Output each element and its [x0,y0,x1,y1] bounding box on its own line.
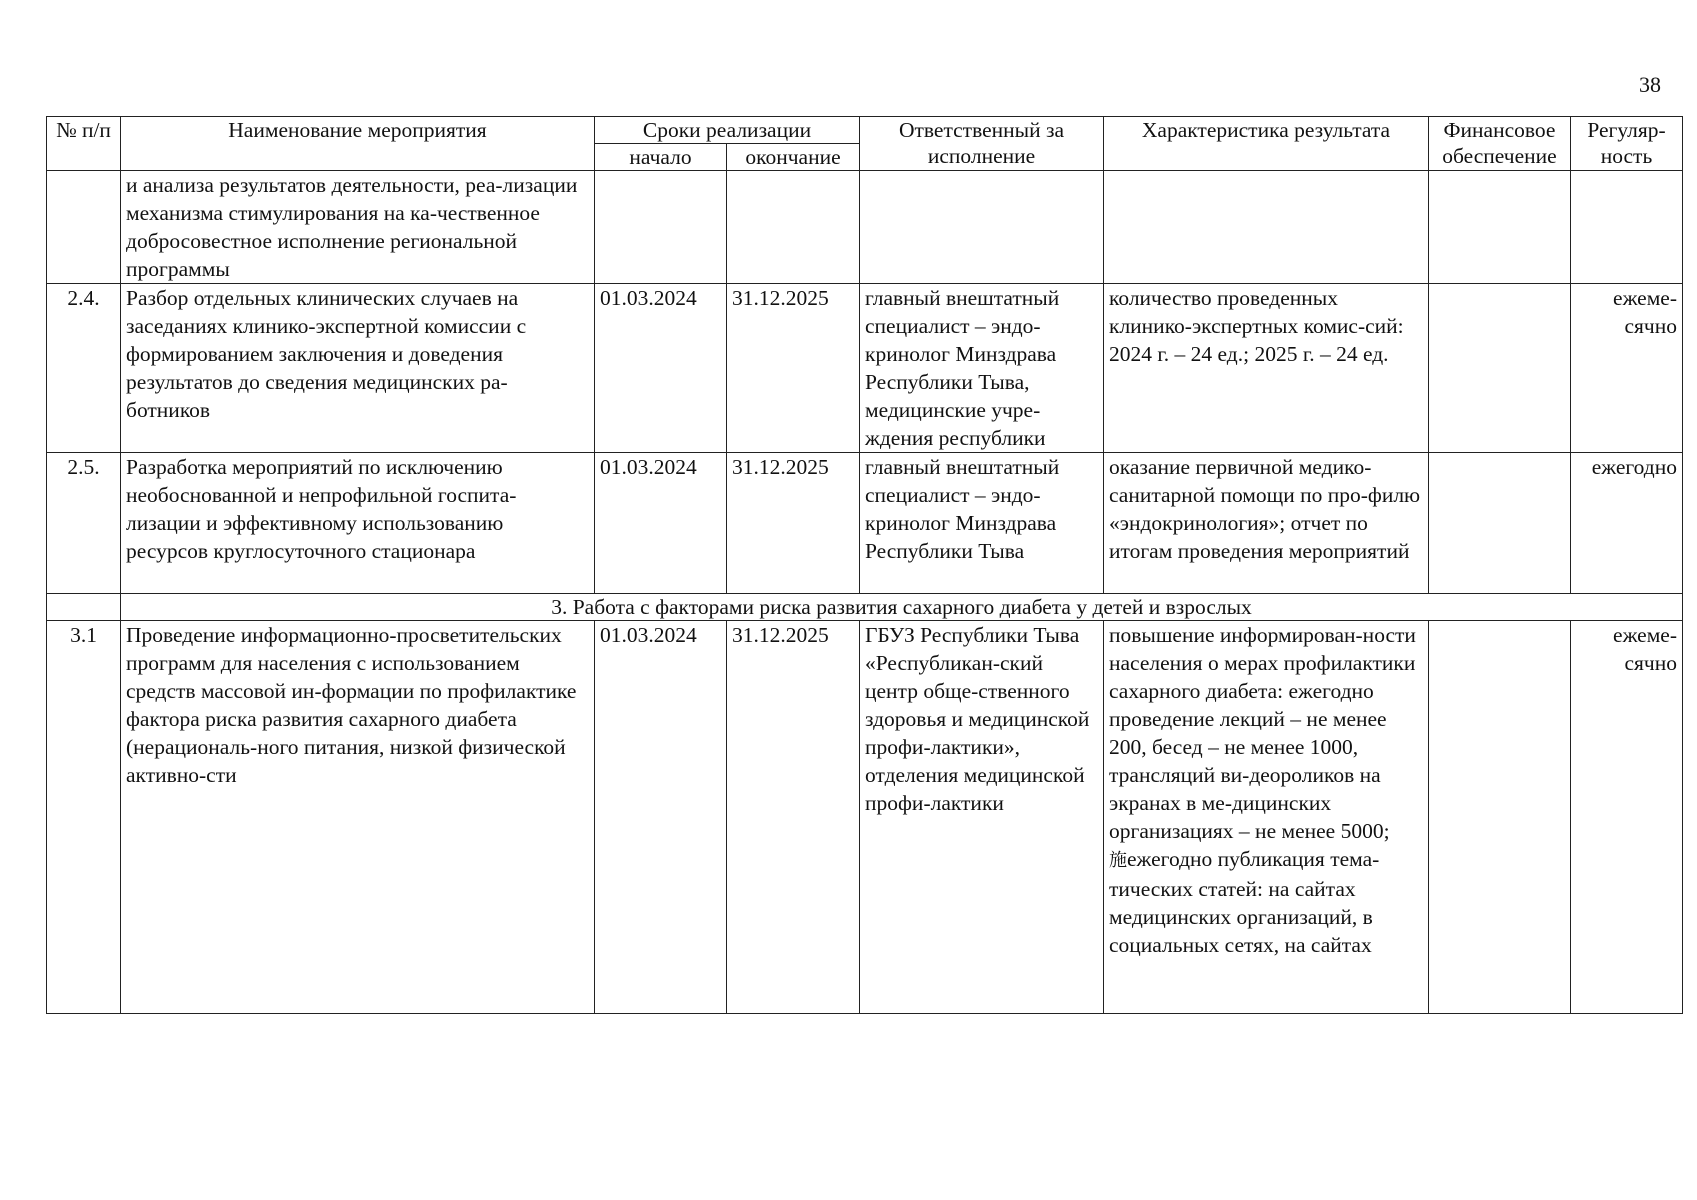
cell-end: 31.12.2025 [727,621,860,1014]
cell-num: 3.1 [47,621,121,1014]
cell-start [595,171,727,284]
cell-responsible: главный внештатный специалист – эндо-кринолог Минздрава Республики Тыва [860,453,1104,594]
cell-end: 31.12.2025 [727,453,860,594]
table-row [47,453,1683,594]
table-row [47,284,1683,453]
cell-start: 01.03.2024 [595,453,727,594]
section-title: 3. Работа с факторами риска развития сахарного диабета у детей и взрослых [121,594,1683,621]
cell-end [727,171,860,284]
cell-result: оказание первичной медико-санитарной помощи по про-филю «эндокринология»; отчет по итогам проведения мероприятий [1104,453,1429,594]
header-row [47,117,1683,144]
cell-responsible: главный внештатный специалист – эндо-кринолог Минздрава Республики Тыва, медицинские учре-ждения республики [860,284,1104,453]
header-result: Характеристика результата [1104,117,1429,171]
cell-start: 01.03.2024 [595,621,727,1014]
section-row [47,594,1683,621]
cell-finance [1429,621,1571,1014]
cell-regularity: ежеме-сячно [1571,284,1683,453]
cell-result [1104,621,1429,1014]
result-text-b: ежегодно публикация тема-тических статей: на сайтах медицинских организаций, в социальных сетях, на сайтах [1109,847,1380,957]
header-num: № п/п [47,117,121,171]
header-end: окончание [727,144,860,171]
cell-responsible: ГБУЗ Республики Тыва «Республикан-ский центр обще-ственного здоровья и медицинской профи-лактики», отделения медицинской профи-лактики [860,621,1104,1014]
cell-end: 31.12.2025 [727,284,860,453]
cell-num [47,594,121,621]
activities-table [46,116,1683,1014]
cell-num: 2.5. [47,453,121,594]
table-row [47,621,1683,1014]
cell-result [1104,171,1429,284]
header-regularity: Регуляр-ность [1571,117,1683,171]
cell-num [47,171,121,284]
cell-finance [1429,284,1571,453]
header-finance: Финансовое обеспечение [1429,117,1571,171]
cell-result: количество проведенных клинико-экспертных комис-сий: 2024 г. – 24 ед.; 2025 г. – 24 ед. [1104,284,1429,453]
stray-mark: 施 [1109,850,1127,871]
cell-finance [1429,171,1571,284]
result-text-a: повышение информирован-ности населения о мерах профилактики сахарного диабета: ежегодно проведение лекций – не менее 200, бесед – не менее 1000, трансляций ви-деороликов на экранах в ме-дицинских организациях – не менее 5000; [1109,623,1416,843]
cell-name: Проведение информационно-просветительских программ для населения с использованием средств массовой ин-формации по профилактике фактора риска развития сахарного диабета (нерациональ-ного питания, низкой физической активно-сти [121,621,595,1014]
cell-name: Разработка мероприятий по исключению необоснованной и непрофильной госпита-лизации и эффективному использованию ресурсов круглосуточного стационара [121,453,595,594]
header-name: Наименование мероприятия [121,117,595,171]
cell-regularity: ежегодно [1571,453,1683,594]
header-responsible: Ответственный за исполнение [860,117,1104,171]
cell-name: Разбор отдельных клинических случаев на заседаниях клинико-экспертной комиссии с формированием заключения и доведения результатов до сведения медицинских ра-ботников [121,284,595,453]
cell-finance [1429,453,1571,594]
cell-regularity: ежеме-сячно [1571,621,1683,1014]
cell-responsible [860,171,1104,284]
header-period: Сроки реализации [595,117,860,144]
table-row [47,171,1683,284]
header-start: начало [595,144,727,171]
cell-num: 2.4. [47,284,121,453]
cell-start: 01.03.2024 [595,284,727,453]
cell-name: и анализа результатов деятельности, реа-лизации механизма стимулирования на ка-чественное добросовестное исполнение региональной программы [121,171,595,284]
page-number: 38 [1639,72,1661,97]
cell-regularity [1571,171,1683,284]
